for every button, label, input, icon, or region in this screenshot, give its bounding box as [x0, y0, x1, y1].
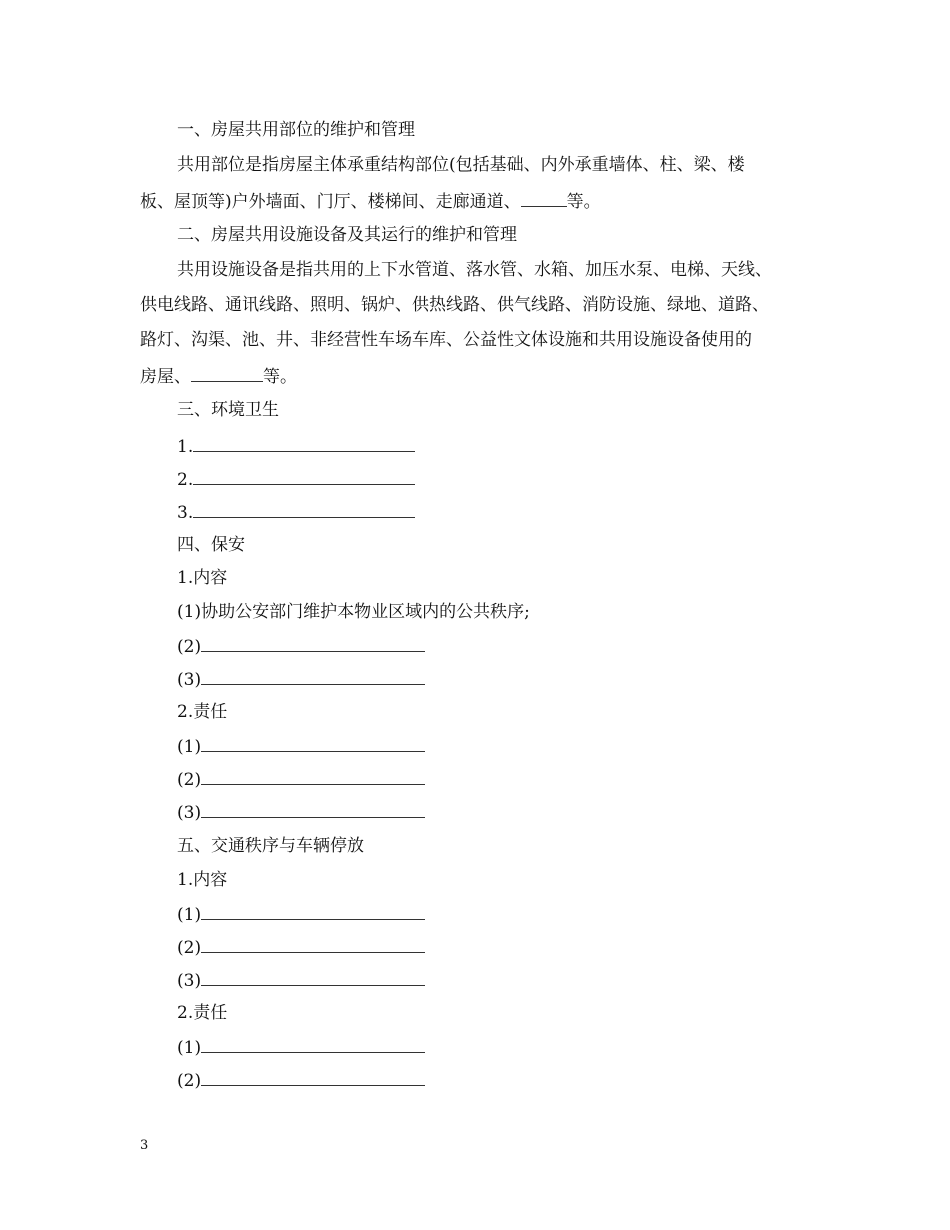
fill-blank[interactable] — [201, 903, 425, 920]
fill-blank[interactable] — [193, 468, 415, 485]
item-number: (1) — [177, 1038, 202, 1058]
item-number: (2) — [177, 938, 202, 958]
section-1-paragraph-line-2 — [140, 190, 830, 212]
section-2-paragraph-line-4 — [140, 365, 830, 387]
item-number: 2. — [177, 470, 194, 490]
fill-blank[interactable] — [193, 501, 415, 518]
section-2-paragraph-line-1: 共用设施设备是指共用的上下水管道、落水管、水箱、加压水泵、电梯、天线、 — [177, 260, 772, 280]
section-4-content-label: 1.内容 — [177, 568, 228, 588]
list-item — [177, 1036, 867, 1058]
section-4-heading: 四、保安 — [177, 535, 245, 555]
fill-blank[interactable] — [201, 936, 425, 953]
fill-blank[interactable] — [201, 735, 425, 752]
list-item — [177, 468, 867, 490]
list-item — [177, 501, 867, 523]
list-item — [177, 435, 867, 457]
section-5-heading: 五、交通秩序与车辆停放 — [177, 836, 364, 856]
paragraph-text-end: 等。 — [566, 192, 601, 212]
section-2-paragraph-line-2: 供电线路、通讯线路、照明、锅炉、供热线路、供气线路、消防设施、绿地、道路、 — [140, 295, 769, 315]
section-4-duty-label: 2.责任 — [177, 702, 228, 722]
item-number: 3. — [177, 503, 194, 523]
fill-blank[interactable] — [201, 1036, 425, 1053]
list-item — [177, 668, 867, 690]
list-item — [177, 903, 867, 925]
list-item — [177, 969, 867, 991]
list-item — [177, 801, 867, 823]
list-item — [177, 1069, 867, 1091]
list-item — [177, 936, 867, 958]
list-item — [177, 635, 867, 657]
fill-blank[interactable] — [201, 1069, 425, 1086]
fill-blank[interactable] — [201, 969, 425, 986]
fill-blank[interactable] — [201, 635, 425, 652]
paragraph-text: 房屋、 — [140, 367, 191, 387]
page-number: 3 — [140, 1138, 149, 1153]
section-1-paragraph-line-1: 共用部位是指房屋主体承重结构部位(包括基础、内外承重墙体、柱、梁、楼 — [177, 155, 745, 175]
list-item: (1)协助公安部门维护本物业区域内的公共秩序; — [177, 602, 530, 622]
section-5-duty-label: 2.责任 — [177, 1003, 228, 1023]
section-2-paragraph-line-3: 路灯、沟渠、池、井、非经营性车场车库、公益性文体设施和共用设施设备使用的 — [140, 330, 752, 350]
fill-blank[interactable] — [201, 801, 425, 818]
paragraph-text-end: 等。 — [263, 367, 297, 387]
paragraph-text: 板、屋顶等)户外墙面、门厅、楼梯间、走廊通道、 — [140, 192, 521, 212]
section-1-heading: 一、房屋共用部位的维护和管理 — [177, 120, 415, 140]
item-number: (3) — [177, 803, 202, 823]
item-number: (2) — [177, 1071, 202, 1091]
section-2-heading: 二、房屋共用设施设备及其运行的维护和管理 — [177, 225, 517, 245]
fill-blank[interactable] — [201, 768, 425, 785]
list-item — [177, 768, 867, 790]
list-item — [177, 735, 867, 757]
fill-blank[interactable] — [521, 190, 567, 207]
fill-blank[interactable] — [191, 365, 263, 382]
item-number: (3) — [177, 971, 202, 991]
item-number: (1) — [177, 737, 202, 757]
fill-blank[interactable] — [193, 435, 415, 452]
section-5-content-label: 1.内容 — [177, 870, 228, 890]
fill-blank[interactable] — [201, 668, 425, 685]
item-number: (1) — [177, 905, 202, 925]
item-number: (2) — [177, 770, 202, 790]
section-3-heading: 三、环境卫生 — [177, 400, 279, 420]
item-number: (2) — [177, 637, 202, 657]
item-number: (3) — [177, 670, 202, 690]
item-number: 1. — [177, 437, 194, 457]
